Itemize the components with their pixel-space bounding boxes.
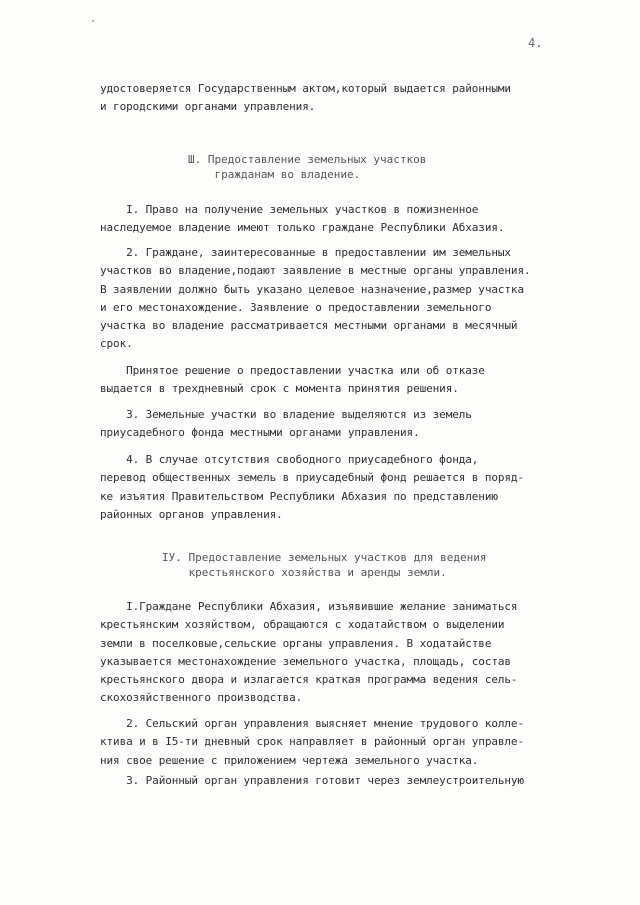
section-3-heading: Ш. Предоставление земельных участков гражданам во владение. [188, 153, 427, 181]
section-4-heading: IУ. Предоставление земельных участков для ведения крестьянского хозяйства и аренды земли. [162, 551, 487, 579]
intro-paragraph: удостоверяется Государственным актом,который выдается районными и городскими органами управления. [100, 82, 511, 114]
section-4-paragraph: I.Граждане Республики Абхазия, изъявившие желание заниматься крестьянским хозяйством, обращаются с ходатайством о выделении земли в поселковые,сельские органы управления. В ходатайстве указывается местонахождение земельного участка, площадь, состав крестьянского двора и излагается краткая программа ведения сель- скохозяйственного производства. [100, 600, 518, 705]
section-3-paragraph: Принятое решение о предоставлении участка или об отказе выдается в трехдневный срок с момента принятия решения. [100, 364, 485, 396]
section-3-paragraph: I. Право на получение земельных участков в пожизненное наследуемое владение имеют только граждане Республики Абхазия. [100, 203, 505, 235]
section-3-paragraph: 2. Граждане, заинтересованные в предоставлении им земельных участков во владение,подают заявление в местные органы управления. В заявлении должно быть указано целевое назначение,размер участка и его местонахождение. Заявление о предоставлении земельного участка во владение рассматривается местными органами в месячный срок. [100, 246, 531, 351]
section-4-paragraph: 2. Сельский орган управления выясняет мнение трудового колле- ктива и в I5-ти дневный срок направляет в районный орган управле- ния свое решение с приложением чертежа земельного участка. [100, 717, 524, 767]
section-3-paragraph: 4. В случае отсутствия свободного приусадебного фонда, перевод общественных земель в приусадебный фонд решается в поряд- ке изъятия Правительством Республики Абхазия по представлению районных органов управления. [100, 453, 524, 521]
page-number: 4. [528, 36, 543, 50]
section-4-paragraph: 3. Районный орган управления готовит через землеустроительную [100, 774, 524, 787]
section-3-paragraph: 3. Земельные участки во владение выделяются из земель приусадебного фонда местными органами управления. [100, 408, 472, 440]
paper-speck [92, 20, 94, 22]
